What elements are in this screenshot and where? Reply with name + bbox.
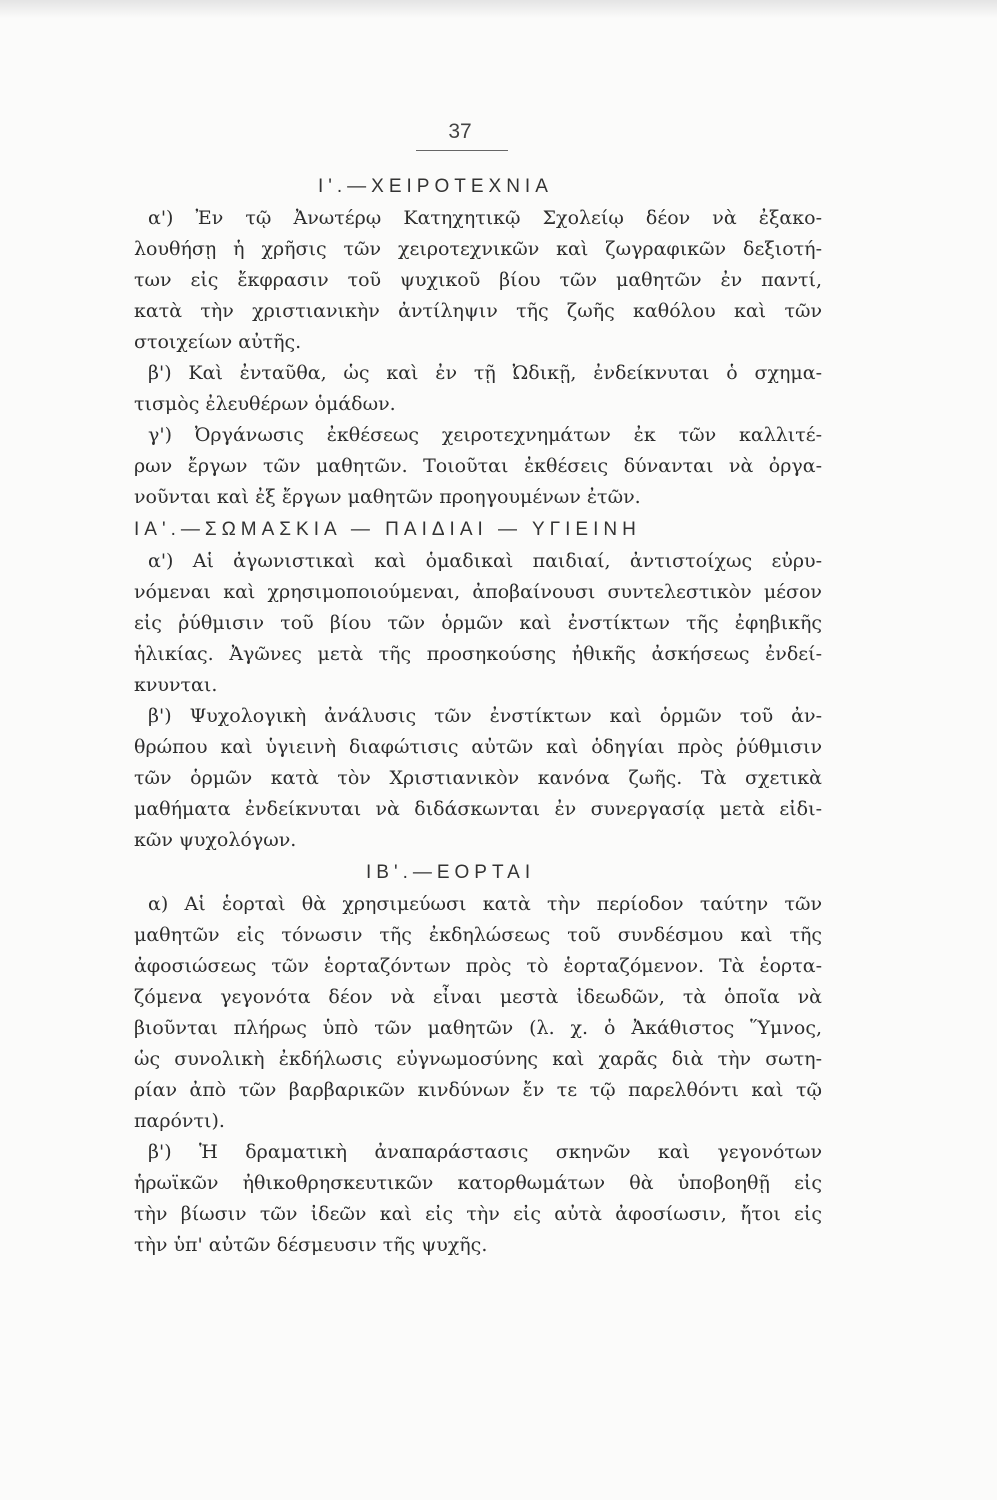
paragraph (134, 358, 822, 420)
text-line: ζόμενα γεγονότα δέον νὰ εἶναι μεστὰ ἰδεωδῶν, τὰ ὁποῖα νὰ (134, 986, 822, 1008)
text-line: παρόντι). (134, 1110, 225, 1132)
paragraph (134, 1137, 822, 1261)
text-line: βιοῦνται πλήρως ὑπὸ τῶν μαθητῶν (λ. χ. ὁ Ἀκάθιστος Ὕμνος, (134, 1017, 822, 1039)
paragraph (134, 420, 822, 513)
text-line: α) Αἱ ἑορταὶ θὰ χρησιμεύωσι κατὰ τὴν περίοδον ταύτην τῶν (148, 893, 822, 915)
section-heading: ΙΑ'.—ΣΩΜΑΣΚΙΑ — ΠΑΙΔΙΑΙ — ΥΓΙΕΙΝΗ (134, 519, 641, 540)
text-line: α') Ἐν τῷ Ἀνωτέρῳ Κατηχητικῷ Σχολείῳ δέον νὰ ἐξακο- (148, 207, 822, 229)
section-cheirotechnia (134, 170, 822, 513)
text-line: τὴν ὑπ' αὐτῶν δέσμευσιν τῆς ψυχῆς. (134, 1234, 488, 1256)
text-line: νόμεναι καὶ χρησιμοποιούμεναι, ἀποβαίνουσι συντελεστικὸν μέσον (134, 581, 822, 603)
text-line: γ') Ὀργάνωσις ἐκθέσεως χειροτεχνημάτων ἐκ τῶν καλλιτέ- (148, 424, 822, 446)
text-line: λουθήσῃ ἡ χρῆσις τῶν χειροτεχνικῶν καὶ ζωγραφικῶν δεξιοτή- (134, 238, 822, 260)
paragraph (134, 203, 822, 358)
text-line: ἀφοσιώσεως τῶν ἑορταζόντων πρὸς τὸ ἑορταζόμενον. Τὰ ἑορτα- (134, 955, 822, 977)
text-line: ἡρωϊκῶν ἠθικοθρησκευτικῶν κατορθωμάτων θὰ ὑποβοηθῇ εἰς (134, 1172, 822, 1194)
text-line: κνυνται. (134, 674, 218, 696)
text-line: β') Ψυχολογικὴ ἀνάλυσις τῶν ἐνστίκτων καὶ ὁρμῶν τοῦ ἀν- (148, 705, 822, 727)
text-line: στοιχείων αὐτῆς. (134, 331, 302, 353)
section-heading: ΙΒ'.—ΕΟΡΤΑΙ (366, 862, 536, 883)
text-line: κῶν ψυχολόγων. (134, 829, 297, 851)
text-line: τισμὸς ἐλευθέρων ὁμάδων. (134, 393, 396, 415)
paragraph (134, 889, 822, 1137)
text-line: εἰς ῥύθμισιν τοῦ βίου τῶν ὁρμῶν καὶ ἐνστίκτων τῆς ἐφηβικῆς (134, 612, 822, 634)
text-line: ρίαν ἀπὸ τῶν βαρβαρικῶν κινδύνων ἔν τε τῷ παρελθόντι καὶ τῷ (134, 1079, 822, 1101)
page-number-rule (416, 150, 508, 151)
paragraph (134, 546, 822, 701)
text-line: κατὰ τὴν χριστιανικὴν ἀντίληψιν τῆς ζωῆς καθόλου καὶ τῶν (134, 300, 822, 322)
page-top-edge (0, 0, 997, 18)
section-somaskia (134, 513, 822, 856)
text-line: νοῦνται καὶ ἐξ ἔργων μαθητῶν προηγουμένων ἐτῶν. (134, 486, 641, 508)
paragraph (134, 701, 822, 856)
page-number: 37 (448, 120, 472, 143)
text-line: ὡς συνολικὴ ἐκδήλωσις εὐγνωμοσύνης καὶ χαρᾶς διὰ τὴν σωτη- (134, 1048, 822, 1070)
section-eortai (134, 856, 822, 1261)
text-line: β') Ἡ δραματικὴ ἀναπαράστασις σκηνῶν καὶ γεγονότων (148, 1141, 822, 1163)
text-line: β') Καὶ ἐνταῦθα, ὡς καὶ ἐν τῇ Ὠδικῇ, ἐνδείκνυται ὁ σχημα- (148, 362, 822, 384)
text-line: μαθήματα ἐνδείκνυται νὰ διδάσκωνται ἐν συνεργασίᾳ μετὰ εἰδι- (134, 798, 822, 820)
text-line: τῶν ὁρμῶν κατὰ τὸν Χριστιανικὸν κανόνα ζωῆς. Τὰ σχετικὰ (134, 767, 822, 789)
text-line: τὴν βίωσιν τῶν ἰδεῶν καὶ εἰς τὴν εἰς αὐτὰ ἀφοσίωσιν, ἤτοι εἰς (134, 1203, 822, 1225)
text-line: ρων ἔργων τῶν μαθητῶν. Τοιοῦται ἐκθέσεις δύνανται νὰ ὀργα- (134, 455, 822, 477)
text-line: α') Αἱ ἀγωνιστικαὶ καὶ ὁμαδικαὶ παιδιαί, ἀντιστοίχως εὐρυ- (148, 550, 822, 572)
text-line: μαθητῶν εἰς τόνωσιν τῆς ἐκδηλώσεως τοῦ συνδέσμου καὶ τῆς (134, 924, 822, 946)
section-heading: Ι'.—ΧΕΙΡΟΤΕΧΝΙΑ (318, 176, 553, 197)
text-body (134, 170, 822, 1261)
text-line: ἡλικίας. Ἀγῶνες μετὰ τῆς προσηκούσης ἠθικῆς ἀσκήσεως ἐνδεί- (134, 643, 822, 665)
text-line: των εἰς ἔκφρασιν τοῦ ψυχικοῦ βίου τῶν μαθητῶν ἐν παντί, (134, 269, 822, 291)
text-line: θρώπου καὶ ὑγιεινὴ διαφώτισις αὐτῶν καὶ ὁδηγίαι πρὸς ῥύθμισιν (134, 736, 822, 758)
